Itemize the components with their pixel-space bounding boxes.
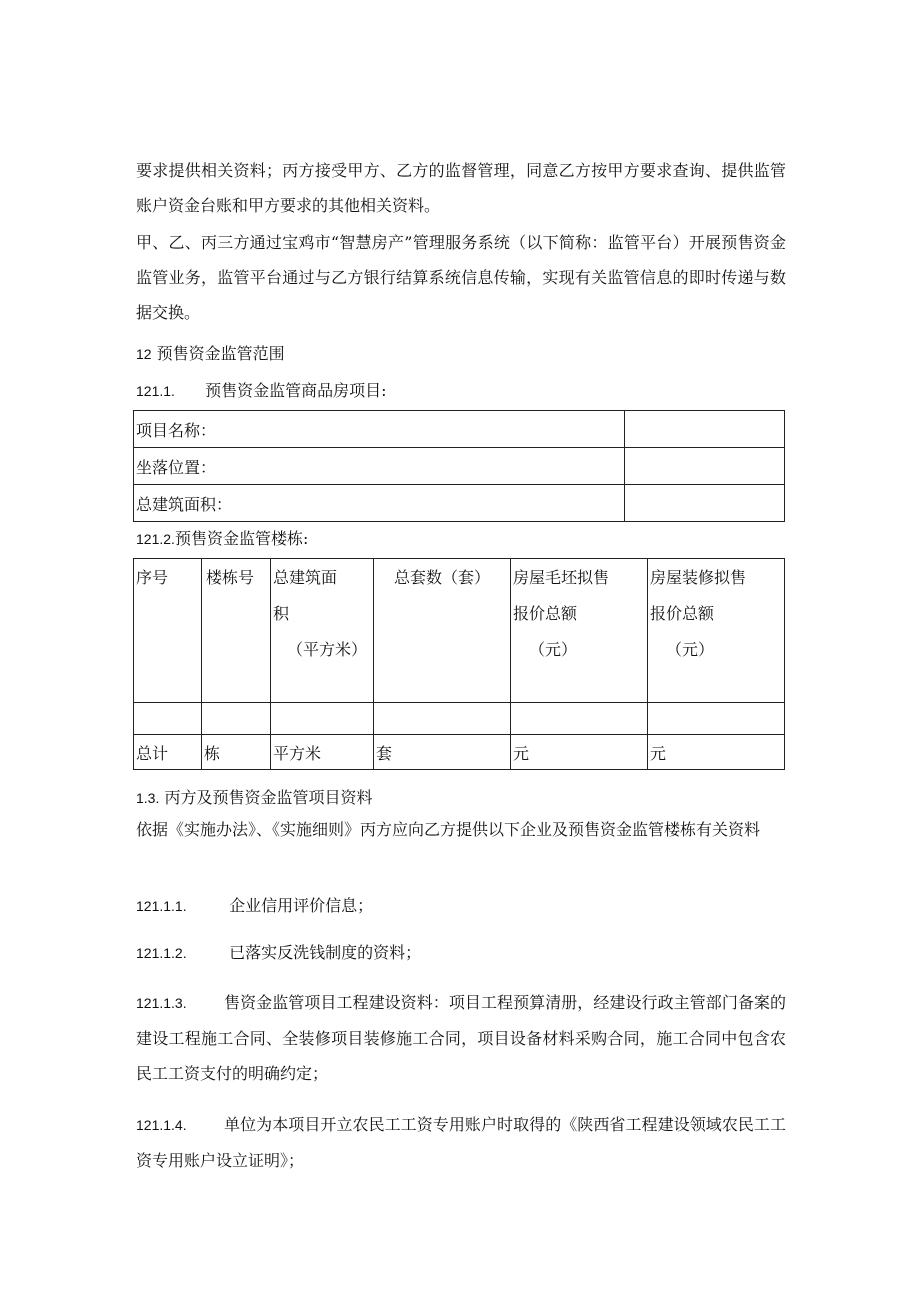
item-121-2-number: 121.2. (136, 531, 175, 547)
paragraph-1: 要求提供相关资料；丙方接受甲方、乙方的监督管理，同意乙方按甲方要求查询、提供监管账户资金台账和甲方要求的其他相关资料。 (136, 161, 786, 215)
location-label: 坐落位置： (134, 448, 625, 485)
project-name-label: 项目名称： (134, 411, 625, 448)
header-units: 总套数（套） (374, 559, 511, 703)
project-name-value (625, 411, 785, 448)
header-deco (648, 559, 785, 703)
item-text: 单位为本项目开立农民工工资专用账户时取得的《陕西省工程建设领域农民工工资专用账户设立证明》； (136, 1115, 786, 1170)
item-121-2-text: 预售资金监管楼栋: (174, 529, 309, 548)
paragraph-2: 甲、乙、丙三方通过宝鸡市“智慧房产”管理服务系统（以下简称：监管平台）开展预售资金监管业务，监管平台通过与乙方银行结算系统信息传输，实现有关监管信息的即时传递与数据交换。 (136, 233, 786, 322)
header-rough-line2: 报价总额 (513, 604, 578, 623)
header-deco-line2: 报价总额 (650, 604, 715, 623)
header-rough-line1: 房屋毛坯拟售 (513, 568, 610, 587)
total-rough-unit: 元 (511, 735, 648, 770)
blank-cell (134, 703, 202, 735)
header-area-line1: 总建筑面 (273, 568, 338, 587)
buildings-table (133, 558, 785, 770)
section-13-title: 丙方及预售资金监管项目资料 (164, 788, 373, 807)
total-area-value (625, 485, 785, 522)
item-number: 121.1.3. (136, 995, 187, 1011)
total-building-unit: 栋 (202, 735, 271, 770)
blank-cell (271, 703, 374, 735)
item-number: 121.1.4. (136, 1117, 187, 1133)
header-rough (511, 559, 648, 703)
item-text: 已落实反洗钱制度的资料； (229, 943, 422, 962)
section-12-title: 预售资金监管范围 (156, 344, 285, 363)
blank-cell (374, 703, 511, 735)
header-deco-line3: （元） (666, 640, 715, 659)
total-area-unit: 平方米 (271, 735, 374, 770)
table-row (134, 448, 785, 485)
header-deco-line1: 房屋装修拟售 (650, 568, 747, 587)
list-item (136, 893, 373, 916)
header-area-line3: （平方米） (287, 640, 368, 659)
section-13-number: 1.3. (136, 790, 160, 806)
location-value (625, 448, 785, 485)
total-area-label: 总建筑面积： (134, 485, 625, 522)
header-area (271, 559, 374, 703)
section-12-number: 12 (136, 346, 152, 362)
list-item (136, 1107, 786, 1178)
header-seq: 序号 (134, 559, 202, 703)
total-label: 总计 (134, 735, 202, 770)
total-row (134, 735, 785, 770)
table-row (134, 703, 785, 735)
table-row (134, 411, 785, 448)
item-121-1-number: 121.1. (136, 383, 175, 399)
total-deco-unit: 元 (648, 735, 785, 770)
blank-cell (202, 703, 271, 735)
item-text: 售资金监管项目工程建设资料：项目工程预算清册，经建设行政主管部门备案的建设工程施工合同、全装修项目装修施工合同，项目设备材料采购合同，施工合同中包含农民工工资支付的明确约定； (136, 993, 786, 1083)
section-13-heading (136, 785, 372, 808)
table-row (134, 485, 785, 522)
header-area-line2: 积 (273, 604, 290, 623)
item-number: 121.1.2. (136, 945, 187, 961)
paragraph-3: 依据《实施办法》、《实施细则》丙方应向乙方提供以下企业及预售资金监管楼栋有关资料 (136, 820, 761, 839)
project-info-table (133, 410, 785, 522)
item-121-1-text: 预售资金监管商品房项目: (205, 381, 387, 400)
blank-cell (648, 703, 785, 735)
item-number: 121.1.1. (136, 898, 187, 914)
table-header-row (134, 559, 785, 703)
total-units-unit: 套 (374, 735, 511, 770)
list-item (136, 940, 421, 963)
header-rough-line3: （元） (529, 640, 578, 659)
blank-cell (511, 703, 648, 735)
item-121-1 (136, 378, 387, 401)
header-building: 楼栋号 (202, 559, 271, 703)
item-121-2 (136, 526, 308, 549)
section-12-heading (136, 341, 285, 364)
list-item (136, 985, 786, 1091)
item-text: 企业信用评价信息； (229, 896, 374, 915)
